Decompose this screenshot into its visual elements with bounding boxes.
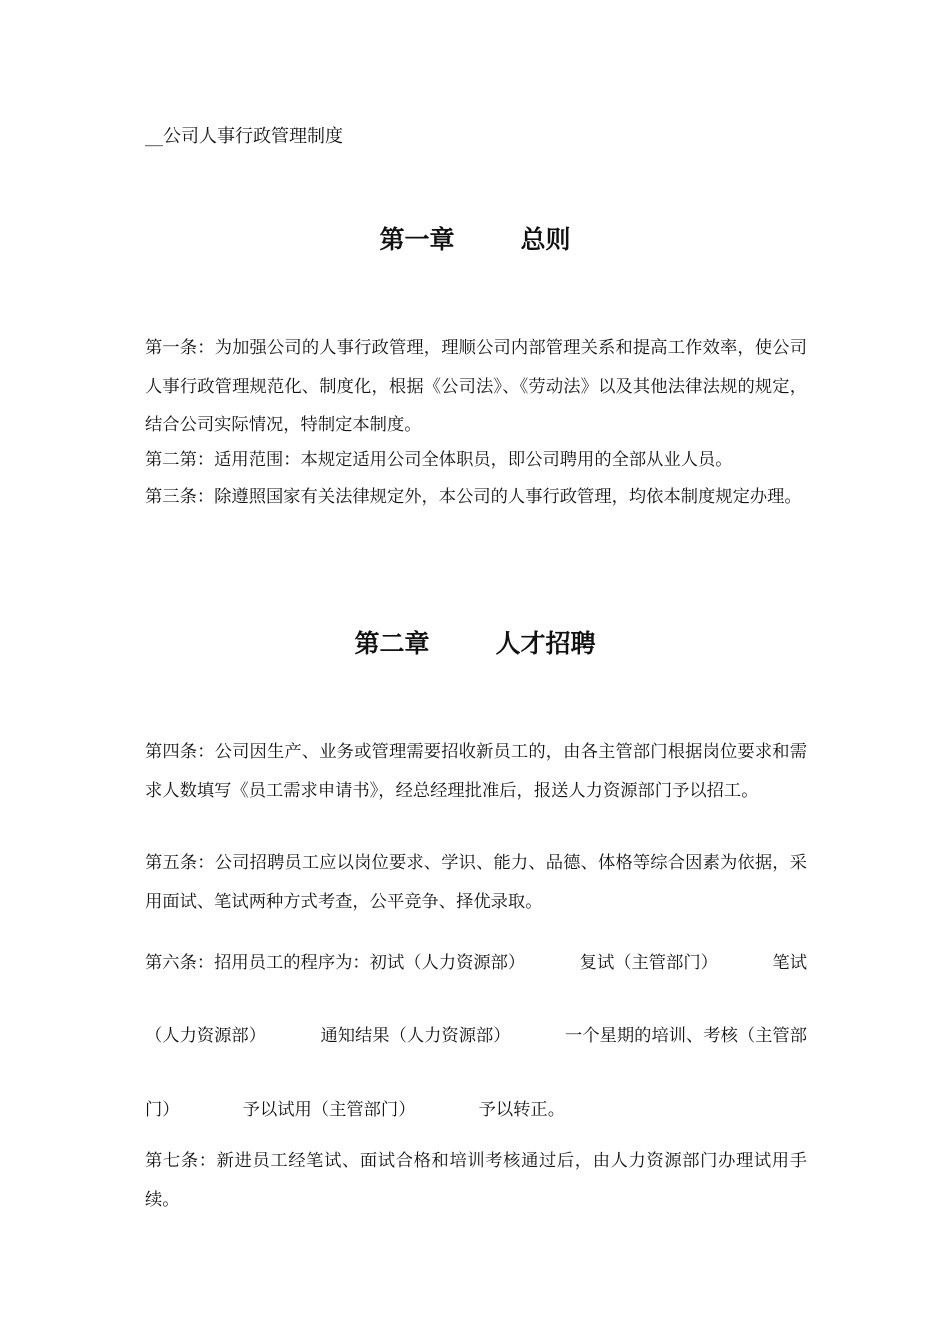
chapter-1-heading: [0, 223, 950, 257]
article-6-line-3: [145, 1097, 565, 1123]
chapter-2-heading: [0, 627, 950, 661]
article-5: 第五条：公司招聘员工应以岗位要求、学识、能力、品德、体格等综合因素为依据，采用面试、笔试两种方式考查，公平竞争、择优录取。: [145, 853, 807, 912]
chapter-2-number: 第二章: [354, 629, 430, 658]
article-6-line-1-part-2: 复试（主管部门）: [579, 953, 718, 973]
article-6-line-2: [145, 1023, 807, 1049]
chapter-1-number: 第一章: [379, 225, 455, 254]
article-7: 第七条：新进员工经笔试、面试合格和培训考核通过后，由人力资源部门办理试用手续。: [145, 1151, 807, 1210]
article-6-line-2-part-3: 一个星期的培训、考核（主管部: [565, 1026, 807, 1046]
article-6-line-3-part-1: 门）: [145, 1100, 180, 1120]
article-6-line-1: [145, 950, 807, 976]
article-6-line-3-part-3: 予以转正。: [478, 1100, 565, 1120]
chapter-1-name: 总则: [520, 225, 571, 254]
article-1: 第一条：为加强公司的人事行政管理，理顺公司内部管理关系和提高工作效率，使公司人事行政管理规范化、制度化，根据《公司法》、《劳动法》以及其他法律法规的规定，结合公司实际情况，特制定本制度。: [145, 338, 807, 435]
article-6-line-1-part-3: 笔试: [772, 953, 807, 973]
chapter-2-name: 人才招聘: [495, 629, 596, 658]
article-2: 第二第：适用范围：本规定适用公司全体职员，即公司聘用的全部从业人员。: [145, 450, 733, 470]
article-6-line-2-part-1: （人力资源部）: [145, 1026, 266, 1046]
document-title: __公司人事行政管理制度: [145, 126, 343, 147]
article-6-line-3-part-2: 予以试用（主管部门）: [242, 1100, 416, 1120]
article-6-line-1-part-1: 第六条：招用员工的程序为：初试（人力资源部）: [145, 953, 526, 973]
article-3: 第三条：除遵照国家有关法律规定外，本公司的人事行政管理，均依本制度规定办理。: [145, 487, 802, 507]
article-6-line-2-part-2: 通知结果（人力资源部）: [320, 1026, 511, 1046]
article-4: 第四条：公司因生产、业务或管理需要招收新员工的，由各主管部门根据岗位要求和需求人数填写《员工需求申请书》，经总经理批准后，报送人力资源部门予以招工。: [145, 742, 807, 801]
